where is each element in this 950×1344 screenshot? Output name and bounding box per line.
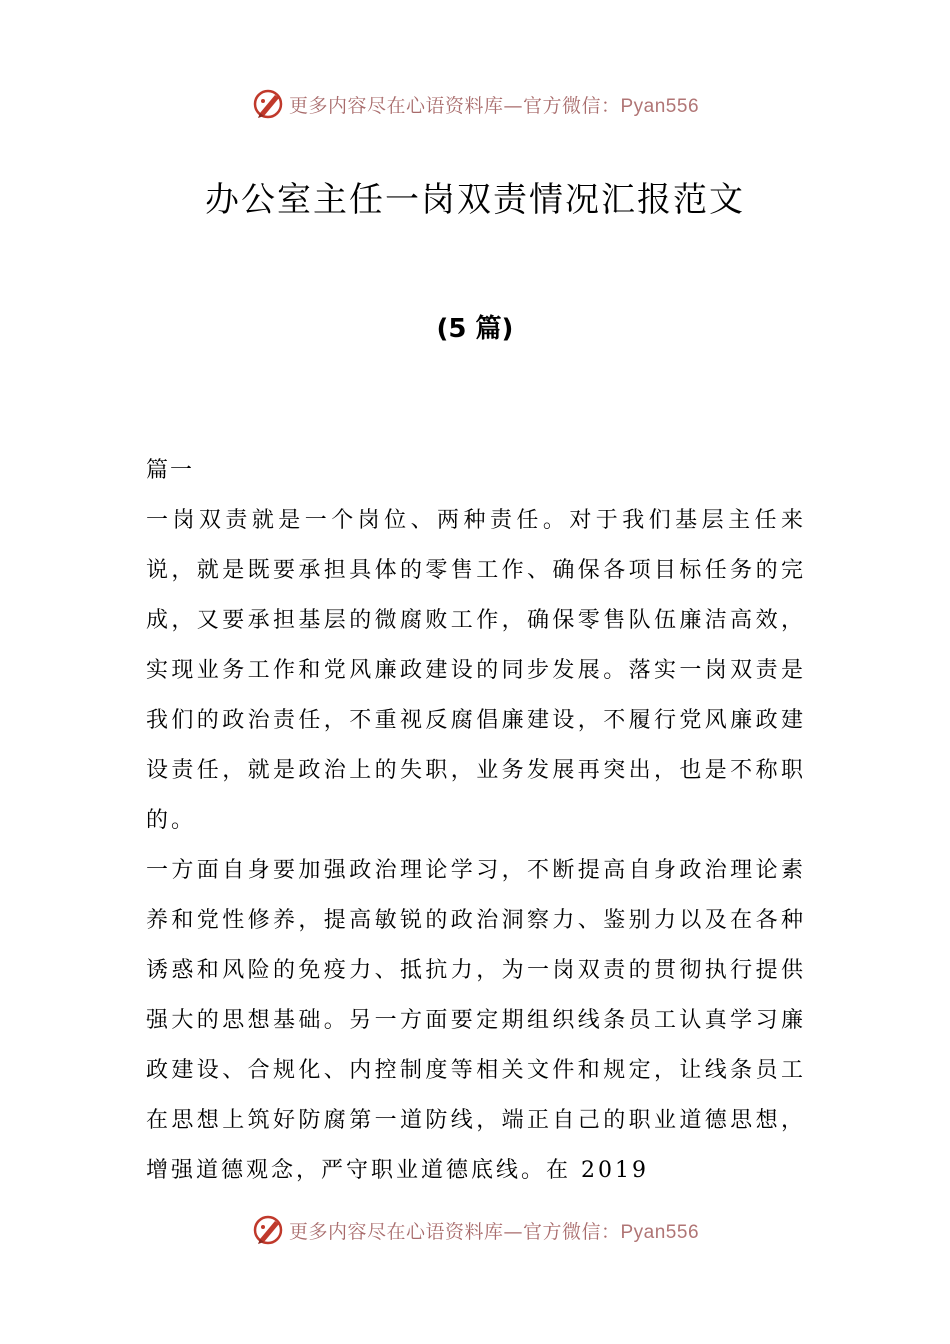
section-label: 篇一 [146,458,195,483]
paragraph-2: 一方面自身要加强政治理论学习，不断提高自身政治理论素养和党性修养，提高敏锐的政治洞察力、鉴别力以及在各种诱惑和风险的免疫力、抵抗力，为一岗双责的贯彻执行提供强大的思想基础。另一方面要定期组织线条员工认真学习廉政建设、合规化、内控制度等相关文件和规定，让线条员工在思想上筑好防腐第一道防线，端正自己的职业道德思想，增强道德观念，严守职业道德底线。在 2019 [146,858,806,1183]
document-subtitle: (5 篇) [436,314,514,344]
banner-text: 更多内容尽在心语资料库—官方微信：Pyan556 [288,1220,700,1243]
document-title: 办公室主任一岗双责情况汇报范文 [205,180,745,220]
header-banner [0,84,950,124]
footer-banner [0,1210,950,1250]
wechat-id: Pyan556 [620,95,700,117]
wechat-id: Pyan556 [620,1221,700,1243]
paragraph-1: 一岗双责就是一个岗位、两种责任。对于我们基层主任来说，就是既要承担具体的零售工作、确保各项目标任务的完成，又要承担基层的微腐败工作，确保零售队伍廉洁高效，实现业务工作和党风廉政建设的同步发展。落实一岗双责是我们的政治责任，不重视反腐倡廉建设，不履行党风廉政建设责任，就是政治上的失职，业务发展再突出，也是不称职的。 [146,508,806,833]
banner-text: 更多内容尽在心语资料库—官方微信：Pyan556 [288,94,700,117]
pen-logo-icon [251,1213,285,1247]
pen-logo-icon [251,87,285,121]
document-body [146,446,806,1196]
